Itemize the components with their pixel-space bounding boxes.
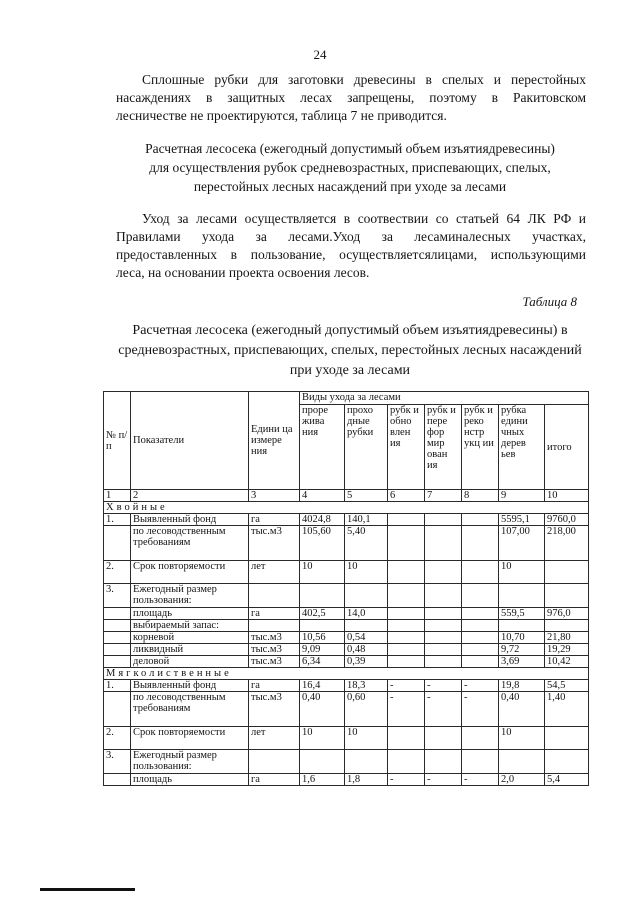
value-cell: 19,29: [545, 644, 589, 656]
value-cell: [388, 584, 425, 608]
value-cell: 16,4: [300, 680, 345, 692]
value-cell: 10,56: [300, 632, 345, 644]
column-number: 8: [462, 490, 499, 502]
heading-line: перестойных лесных насаждений при уходе за лесами: [193, 179, 507, 194]
indicator-cell: корневой: [131, 632, 249, 644]
value-cell: 2,0: [499, 774, 545, 786]
indicator-cell: деловой: [131, 656, 249, 668]
indicator-cell: ликвидный: [131, 644, 249, 656]
row-number-cell: 3.: [104, 750, 131, 774]
value-cell: [462, 514, 499, 526]
row-number-cell: [104, 644, 131, 656]
paragraph-line: Правилами ухода за лесами.Уход за лесаминалесных участках,: [116, 229, 586, 244]
indicator-cell: по лесоводственным требованиям: [131, 526, 249, 561]
unit-cell: га: [249, 774, 300, 786]
header-group-cell: Виды ухода за лесами: [300, 392, 589, 405]
indicator-cell: Ежегодный размер пользования:: [131, 750, 249, 774]
footer-rule: [40, 888, 135, 891]
table-caption: Таблица 8: [522, 294, 577, 309]
row-number-cell: [104, 774, 131, 786]
value-cell: [462, 561, 499, 584]
value-cell: -: [462, 774, 499, 786]
value-cell: [462, 526, 499, 561]
value-cell: 0,40: [499, 692, 545, 727]
value-cell: 976,0: [545, 608, 589, 620]
value-cell: -: [388, 680, 425, 692]
species-group-row: [104, 668, 589, 680]
species-group-row: [104, 502, 589, 514]
indicator-cell: Выявленный фонд: [131, 680, 249, 692]
value-cell: 5,40: [345, 526, 388, 561]
value-cell: [425, 561, 462, 584]
value-cell: [300, 584, 345, 608]
value-cell: [300, 620, 345, 632]
row-number-cell: 2.: [104, 561, 131, 584]
value-cell: 559,5: [499, 608, 545, 620]
unit-cell: га: [249, 608, 300, 620]
unit-cell: тыс.м3: [249, 692, 300, 727]
value-cell: [388, 656, 425, 668]
table-row: [104, 644, 589, 656]
unit-cell: тыс.м3: [249, 644, 300, 656]
value-cell: 10: [499, 561, 545, 584]
value-cell: 21,80: [545, 632, 589, 644]
value-cell: 0,40: [300, 692, 345, 727]
value-cell: -: [425, 680, 462, 692]
value-cell: [425, 750, 462, 774]
table-row: [104, 608, 589, 620]
heading-line: средневозрастных, приспевающих, спелых, перестойных лесных насаждений: [118, 343, 582, 358]
value-cell: [425, 656, 462, 668]
paragraph-line: Уход за лесами осуществляется в соотвествии со статьей 64 ЛК РФ и: [142, 211, 586, 226]
column-numbering-row: [104, 490, 589, 502]
paragraph-line: леса, на основании проекта освоения лесов.: [116, 265, 370, 280]
table-row: [104, 750, 589, 774]
unit-cell: лет: [249, 561, 300, 584]
column-number: 4: [300, 490, 345, 502]
indicator-cell: Ежегодный размер пользования:: [131, 584, 249, 608]
table-row: [104, 584, 589, 608]
value-cell: -: [388, 692, 425, 727]
value-cell: 0,48: [345, 644, 388, 656]
value-cell: 402,5: [300, 608, 345, 620]
value-cell: [425, 644, 462, 656]
value-cell: -: [425, 692, 462, 727]
value-cell: 0,60: [345, 692, 388, 727]
value-cell: [388, 514, 425, 526]
value-cell: 3,69: [499, 656, 545, 668]
value-cell: 1,40: [545, 692, 589, 727]
value-cell: [545, 561, 589, 584]
header-cell: прохо дные рубки: [345, 405, 388, 490]
value-cell: [425, 514, 462, 526]
table-row: [104, 656, 589, 668]
unit-cell: тыс.м3: [249, 656, 300, 668]
species-group-title: Мягколиственные: [104, 668, 589, 680]
value-cell: [425, 620, 462, 632]
value-cell: 10: [300, 727, 345, 750]
paragraph-line: насаждениях в защитных лесах запрещены, поэтому в Ракитовском: [116, 90, 586, 105]
header-cell: итого: [545, 405, 589, 490]
value-cell: [545, 727, 589, 750]
column-number: 7: [425, 490, 462, 502]
row-number-cell: [104, 692, 131, 727]
value-cell: [462, 727, 499, 750]
value-cell: [388, 632, 425, 644]
row-number-cell: [104, 656, 131, 668]
value-cell: 0,54: [345, 632, 388, 644]
value-cell: -: [388, 774, 425, 786]
table-row: [104, 561, 589, 584]
row-number-cell: 2.: [104, 727, 131, 750]
value-cell: 6,34: [300, 656, 345, 668]
unit-cell: га: [249, 514, 300, 526]
value-cell: [499, 584, 545, 608]
value-cell: 10,70: [499, 632, 545, 644]
row-number-cell: 1.: [104, 680, 131, 692]
value-cell: 5595,1: [499, 514, 545, 526]
value-cell: [388, 727, 425, 750]
value-cell: -: [462, 692, 499, 727]
row-number-cell: 3.: [104, 584, 131, 608]
value-cell: 0,39: [345, 656, 388, 668]
column-number: 5: [345, 490, 388, 502]
row-number-cell: [104, 620, 131, 632]
column-number: 1: [104, 490, 131, 502]
row-number-cell: [104, 526, 131, 561]
species-group-title: Хвойные: [104, 502, 589, 514]
value-cell: 4024,8: [300, 514, 345, 526]
value-cell: [388, 608, 425, 620]
indicator-cell: площадь: [131, 774, 249, 786]
paragraph-line: предоставленных в пользование, осуществляетсялицами, использующими: [116, 247, 586, 262]
header-cell: проре жива ния: [300, 405, 345, 490]
section-heading: [110, 139, 590, 196]
page-number: 24: [313, 47, 327, 62]
value-cell: [388, 750, 425, 774]
value-cell: [425, 608, 462, 620]
indicator-cell: выбираемый запас:: [131, 620, 249, 632]
value-cell: 18,3: [345, 680, 388, 692]
value-cell: 19,8: [499, 680, 545, 692]
value-cell: [462, 656, 499, 668]
value-cell: [425, 526, 462, 561]
header-cell: рубк и пере фор мир ован ия: [425, 405, 462, 490]
value-cell: [388, 644, 425, 656]
value-cell: 5,4: [545, 774, 589, 786]
value-cell: [462, 620, 499, 632]
column-number: 6: [388, 490, 425, 502]
row-number-cell: [104, 632, 131, 644]
column-number: 10: [545, 490, 589, 502]
table-row: [104, 680, 589, 692]
indicator-cell: Срок повторяемости: [131, 727, 249, 750]
value-cell: [388, 561, 425, 584]
heading-line: для осуществления рубок средневозрастных, приспевающих, спелых,: [149, 160, 551, 175]
value-cell: -: [462, 680, 499, 692]
value-cell: [462, 632, 499, 644]
row-number-cell: 1.: [104, 514, 131, 526]
value-cell: 10: [345, 727, 388, 750]
unit-cell: лет: [249, 727, 300, 750]
value-cell: [345, 584, 388, 608]
value-cell: 10,42: [545, 656, 589, 668]
heading-line: Расчетная лесосека (ежегодный допустимый объем изъятиядревесины): [145, 141, 555, 156]
table-row: [104, 526, 589, 561]
value-cell: 140,1: [345, 514, 388, 526]
unit-cell: тыс.м3: [249, 526, 300, 561]
value-cell: 1,6: [300, 774, 345, 786]
indicator-cell: Срок повторяемости: [131, 561, 249, 584]
header-cell: № п/п: [104, 392, 131, 490]
value-cell: [345, 750, 388, 774]
value-cell: 10: [345, 561, 388, 584]
value-cell: [425, 584, 462, 608]
value-cell: [425, 632, 462, 644]
intro-paragraph: [116, 71, 586, 125]
indicator-cell: площадь: [131, 608, 249, 620]
column-number: 9: [499, 490, 545, 502]
unit-cell: [249, 584, 300, 608]
value-cell: [462, 750, 499, 774]
value-cell: [545, 620, 589, 632]
header-cell: рубка едини чных дерев ьев: [499, 405, 545, 490]
value-cell: 105,60: [300, 526, 345, 561]
value-cell: [462, 608, 499, 620]
header-cell: Показатели: [131, 392, 249, 490]
value-cell: 218,00: [545, 526, 589, 561]
value-cell: 1,8: [345, 774, 388, 786]
row-number-cell: [104, 608, 131, 620]
header-cell: рубк и реко нстр укц ии: [462, 405, 499, 490]
table-row: [104, 727, 589, 750]
table-row: [104, 620, 589, 632]
paragraph-line: Сплошные рубки для заготовки древесины в спелых и перестойных: [142, 72, 586, 87]
value-cell: [345, 620, 388, 632]
value-cell: [499, 620, 545, 632]
header-cell: Едини ца измере ния: [249, 392, 300, 490]
value-cell: [388, 620, 425, 632]
value-cell: -: [425, 774, 462, 786]
paragraph-line: лесничестве не проектируются, таблица 7 не приводится.: [116, 108, 447, 123]
value-cell: [300, 750, 345, 774]
unit-cell: тыс.м3: [249, 632, 300, 644]
value-cell: [545, 584, 589, 608]
value-cell: 9,09: [300, 644, 345, 656]
value-cell: [499, 750, 545, 774]
value-cell: [462, 584, 499, 608]
value-cell: [388, 526, 425, 561]
unit-cell: [249, 750, 300, 774]
column-number: 2: [131, 490, 249, 502]
value-cell: 9,72: [499, 644, 545, 656]
value-cell: [425, 727, 462, 750]
value-cell: [462, 644, 499, 656]
unit-cell: [249, 620, 300, 632]
value-cell: [545, 750, 589, 774]
table-row: [104, 632, 589, 644]
value-cell: 54,5: [545, 680, 589, 692]
value-cell: 14,0: [345, 608, 388, 620]
value-cell: 107,00: [499, 526, 545, 561]
table-title: [100, 321, 600, 381]
value-cell: 10: [300, 561, 345, 584]
column-number: 3: [249, 490, 300, 502]
value-cell: 10: [499, 727, 545, 750]
indicator-cell: Выявленный фонд: [131, 514, 249, 526]
table-row: [104, 514, 589, 526]
heading-line: Расчетная лесосека (ежегодный допустимый объем изъятиядревесины) в: [132, 323, 568, 338]
care-paragraph: [116, 210, 586, 282]
value-cell: 9760,0: [545, 514, 589, 526]
heading-line: при уходе за лесами: [289, 363, 411, 378]
header-cell: рубк и обно влен ия: [388, 405, 425, 490]
table-row: [104, 692, 589, 727]
cutting-volume-table: [103, 391, 589, 786]
table-row: [104, 774, 589, 786]
indicator-cell: по лесоводственным требованиям: [131, 692, 249, 727]
unit-cell: га: [249, 680, 300, 692]
